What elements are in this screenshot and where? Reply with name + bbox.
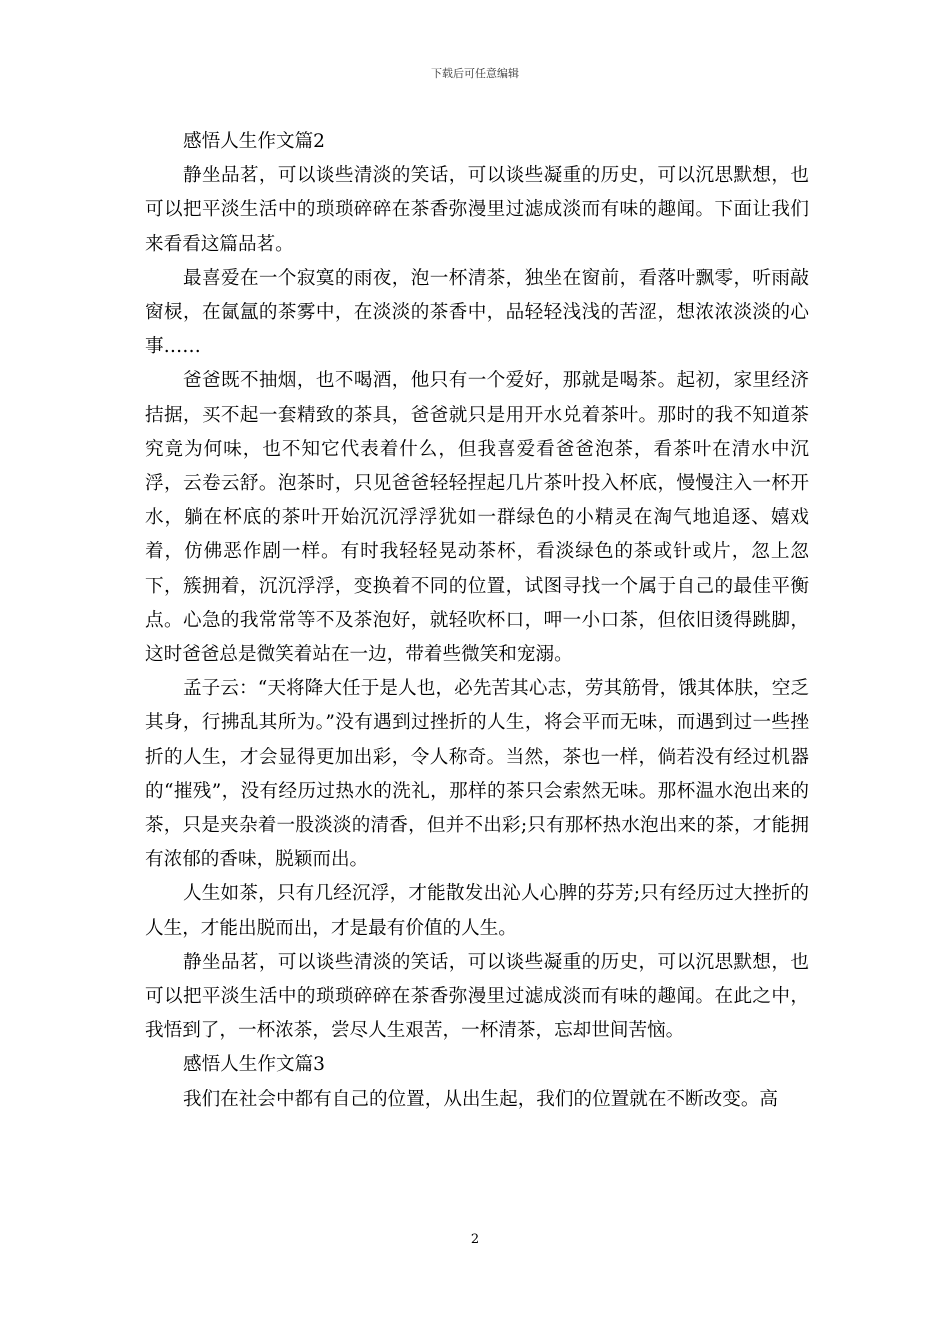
paragraph: 人生如茶，只有几经沉浮，才能散发出沁人心脾的芬芳;只有经历过大挫折的人生，才能出脱而出，才是最有价值的人生。: [145, 883, 809, 939]
paragraph: 最喜爱在一个寂寞的雨夜，泡一杯清茶，独坐在窗前，看落叶飘零，听雨敲窗棂，在氤氲的茶雾中，在淡淡的茶香中，品轻轻浅浅的苦涩，想浓浓淡淡的心事……: [145, 267, 809, 358]
page-number: 2: [470, 1232, 480, 1247]
paragraph: 爸爸既不抽烟，也不喝酒，他只有一个爱好，那就是喝茶。起初，家里经济拮据，买不起一套精致的茶具，爸爸就只是用开水兑着茶叶。那时的我不知道茶究竟为何味，也不知它代表着什么，但我喜爱看爸爸泡茶，看茶叶在清水中沉浮，云卷云舒。泡茶时，只见爸爸轻轻捏起几片茶叶投入杯底，慢慢注入一杯开水，躺在杯底的茶叶开始沉沉浮浮犹如一群绿色的小精灵在淘气地追逐、嬉戏着，仿佛恶作剧一样。有时我轻轻晃动茶杯，看淡绿色的茶或针或片，忽上忽下，簇拥着，沉沉浮浮，变换着不同的位置，试图寻找一个属于自己的最佳平衡点。心急的我常常等不及茶泡好，就轻吹杯口，呷一小口茶，但依旧烫得跳脚，这时爸爸总是微笑着站在一边，带着些微笑和宠溺。: [145, 370, 809, 666]
paragraph: 孟子云：“天将降大任于是人也，必先苦其心志，劳其筋骨，饿其体肤，空乏其身，行拂乱其所为。”没有遇到过挫折的人生，将会平而无味，而遇到过一些挫折的人生，才会显得更加出彩，令人称奇。当然，茶也一样，倘若没有经过机器的“摧残”，没有经历过热水的洗礼，那样的茶只会索然无味。那杯温水泡出来的茶，只是夹杂着一股淡淡的清香，但并不出彩;只有那杯热水泡出来的茶，才能拥有浓郁的香味，脱颖而出。: [145, 678, 809, 871]
page-header: 下载后可任意编辑: [431, 67, 519, 80]
paragraph: 静坐品茗，可以谈些清淡的笑话，可以谈些凝重的历史，可以沉思默想，也可以把平淡生活中的琐琐碎碎在茶香弥漫里过滤成淡而有味的趣闻。下面让我们来看看这篇品茗。: [145, 165, 809, 255]
paragraph: 我们在社会中都有自己的位置，从出生起，我们的位置就在不断改变。高: [183, 1088, 779, 1110]
section-heading: 感悟人生作文篇3: [183, 1054, 325, 1076]
document-body: [145, 125, 809, 1117]
section-heading: 感悟人生作文篇2: [183, 131, 325, 152]
paragraph: 静坐品茗，可以谈些清淡的笑话，可以谈些凝重的历史，可以沉思默想，也可以把平淡生活中的琐琐碎碎在茶香弥漫里过滤成淡而有味的趣闻。在此之中，我悟到了，一杯浓茶，尝尽人生艰苦，一杯清茶，忘却世间苦恼。: [145, 951, 809, 1042]
